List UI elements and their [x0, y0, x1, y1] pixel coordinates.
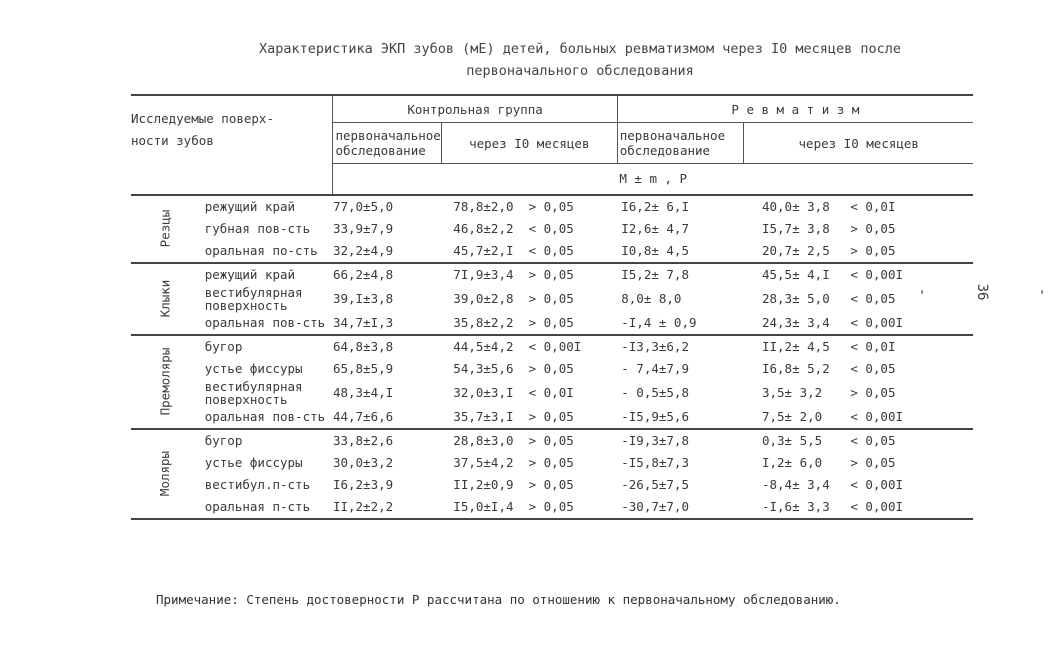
- rheum-initial-value: -I9,3±7,8: [621, 433, 689, 448]
- stats-header: М ± m , Р: [333, 164, 973, 195]
- surface-name: оральная по-сть: [204, 243, 318, 258]
- rheum-initial-value: -I5,8±7,3: [621, 455, 689, 470]
- surface-name: бугор: [204, 339, 243, 354]
- control-initial-value: 39,I±3,8: [332, 291, 394, 306]
- rheum-p-value: < 0,0I: [850, 339, 896, 354]
- control-after-value: 39,0±2,8: [453, 291, 514, 306]
- table-row: [131, 358, 973, 380]
- surface-name: губная пов-сть: [204, 221, 311, 236]
- rheum-p-value: < 0,00I: [850, 499, 904, 514]
- header-row-1: [131, 95, 973, 123]
- control-initial-value: 44,7±6,6: [332, 409, 394, 424]
- tooth-group-label-text: Моляры: [157, 450, 173, 497]
- control-p-value: > 0,05: [528, 433, 574, 448]
- control-initial-value: 65,8±5,9: [332, 361, 394, 376]
- table-row: [131, 335, 973, 358]
- surface-name: оральная пов-сть: [204, 409, 326, 424]
- control-p-value: > 0,05: [528, 267, 574, 282]
- control-after-value: 44,5±4,2: [453, 339, 514, 354]
- rheumatism-header: Р е в м а т и з м: [617, 95, 973, 123]
- control-p-value: > 0,05: [528, 361, 574, 376]
- control-p-value: > 0,05: [528, 291, 574, 306]
- surface-name: режущий край: [204, 267, 296, 282]
- rheum-after-value: II,2± 4,5: [761, 339, 830, 354]
- rheum-p-value: < 0,05: [850, 433, 896, 448]
- rheum-after-value: 28,3± 5,0: [761, 291, 830, 306]
- rheum-after-value: 20,7± 2,5: [761, 243, 830, 258]
- rheum-p-value: < 0,00I: [850, 267, 904, 282]
- control-p-value: < 0,0I: [528, 385, 574, 400]
- control-p-value: > 0,05: [528, 315, 574, 330]
- control-after-header: через I0 месяцев: [441, 123, 617, 164]
- header-row-3: [131, 164, 973, 195]
- rheum-initial-value: I6,2± 6,I: [621, 199, 689, 214]
- rheum-initial-value: - 7,4±7,9: [621, 361, 689, 376]
- table-row: [131, 240, 973, 263]
- rheum-after-value: 45,5± 4,I: [761, 267, 830, 282]
- rheum-initial-value: I0,8± 4,5: [621, 243, 689, 258]
- table-row: [131, 195, 973, 218]
- rheum-after-value: 0,3± 5,5: [761, 433, 823, 448]
- control-initial-header: первоначальное обследование: [333, 123, 441, 164]
- control-after-value: 28,8±3,0: [453, 433, 514, 448]
- control-p-value: > 0,05: [528, 199, 574, 214]
- rheum-initial-value: -I3,3±6,2: [621, 339, 689, 354]
- rheum-p-value: < 0,0I: [850, 199, 896, 214]
- rheum-after-header: через I0 месяцев: [744, 123, 973, 164]
- rheum-initial-value: -I5,9±5,6: [621, 409, 689, 424]
- surfaces-header-text: Исследуемые поверх-ности зубов: [131, 110, 274, 148]
- surface-name: оральная п-сть: [204, 499, 311, 514]
- table-row: [131, 263, 973, 286]
- control-initial-value: 66,2±4,8: [332, 267, 394, 282]
- rheum-p-value: > 0,05: [850, 385, 896, 400]
- control-after-value: 35,7±3,I: [453, 409, 514, 424]
- rheum-after-value: I6,8± 5,2: [761, 361, 830, 376]
- surface-name: режущий край: [204, 199, 296, 214]
- table-row: [131, 218, 973, 240]
- title-line-1: Характеристика ЭКП зубов (мЕ) детей, больных ревматизмом через I0 месяцев после: [258, 41, 902, 57]
- control-initial-value: 64,8±3,8: [332, 339, 394, 354]
- table-row: [131, 406, 973, 429]
- rheum-initial-value: - 0,5±5,8: [621, 385, 689, 400]
- rheum-p-value: > 0,05: [850, 243, 896, 258]
- tooth-group-label: [131, 263, 199, 335]
- control-after-value: II,2±0,9: [453, 477, 514, 492]
- rheum-after-value: -8,4± 3,4: [761, 477, 830, 492]
- tooth-group-label-text: Клыки: [157, 279, 173, 318]
- table-row: [131, 380, 973, 406]
- control-group-header: Контрольная группа: [333, 95, 617, 123]
- rheum-after-value: I,2± 6,0: [761, 455, 823, 470]
- control-initial-value: 33,8±2,6: [332, 433, 394, 448]
- surface-name: бугор: [204, 433, 243, 448]
- rheum-initial-value: I2,6± 4,7: [621, 221, 689, 236]
- surfaces-header: [131, 95, 333, 164]
- rheum-p-value: > 0,05: [850, 221, 896, 236]
- table-title: [150, 38, 1010, 82]
- rheum-initial-value: -26,5±7,5: [621, 477, 689, 492]
- control-initial-value: 33,9±7,9: [332, 221, 394, 236]
- control-p-value: < 0,05: [528, 243, 574, 258]
- tooth-group-label: [131, 335, 199, 429]
- control-after-value: 45,7±2,I: [453, 243, 514, 258]
- control-p-value: > 0,05: [528, 477, 574, 492]
- table-row: [131, 286, 973, 312]
- control-p-value: > 0,05: [528, 455, 574, 470]
- control-initial-value: 32,2±4,9: [332, 243, 394, 258]
- control-after-value: 37,5±4,2: [453, 455, 514, 470]
- rheum-p-value: < 0,05: [850, 291, 896, 306]
- control-after-value: 54,3±5,6: [453, 361, 514, 376]
- control-initial-value: 34,7±I,3: [332, 315, 394, 330]
- table-row: [131, 312, 973, 335]
- rheum-p-value: > 0,05: [850, 455, 896, 470]
- rheum-after-value: 7,5± 2,0: [761, 409, 823, 424]
- rheum-p-value: < 0,00I: [850, 409, 904, 424]
- surface-name: вестибул.п-сть: [204, 477, 311, 492]
- table-note: Примечание: Степень достоверности Р рассчитана по отношению к первоначальному обследованию.: [156, 592, 841, 607]
- surface-name: вестибулярная поверхность: [204, 378, 303, 407]
- control-p-value: > 0,05: [528, 409, 574, 424]
- control-initial-value: II,2±2,2: [332, 499, 394, 514]
- control-p-value: < 0,05: [528, 221, 574, 236]
- rheum-initial-value: 8,0± 8,0: [621, 291, 682, 306]
- rheum-after-value: I5,7± 3,8: [761, 221, 830, 236]
- tooth-group-label-text: Премоляры: [157, 347, 173, 416]
- table-row: [131, 474, 973, 496]
- control-p-value: < 0,00I: [528, 339, 582, 354]
- control-initial-value: I6,2±3,9: [332, 477, 394, 492]
- title-line-2: первоначального обследования: [466, 63, 694, 79]
- surface-name: оральная пов-сть: [204, 315, 326, 330]
- results-table: [131, 94, 973, 520]
- table-row: [131, 429, 973, 452]
- control-initial-value: 30,0±3,2: [332, 455, 394, 470]
- control-p-value: > 0,05: [528, 499, 574, 514]
- control-after-value: 32,0±3,I: [453, 385, 514, 400]
- table-row: [131, 452, 973, 474]
- table-row: [131, 496, 973, 519]
- control-initial-value: 48,3±4,I: [332, 385, 394, 400]
- tooth-group-label-text: Резцы: [157, 209, 173, 248]
- control-after-value: 7I,9±3,4: [453, 267, 514, 282]
- rheum-p-value: < 0,00I: [850, 315, 904, 330]
- rheum-after-value: 3,5± 3,2: [761, 385, 823, 400]
- control-initial-value: 77,0±5,0: [332, 199, 394, 214]
- surface-name: устье фиссуры: [204, 455, 303, 470]
- rheum-p-value: < 0,00I: [850, 477, 904, 492]
- surface-name: вестибулярная поверхность: [204, 284, 303, 313]
- surface-name: устье фиссуры: [204, 361, 303, 376]
- control-after-value: I5,0±I,4: [453, 499, 514, 514]
- table-body: [131, 195, 973, 519]
- control-after-value: 78,8±2,0: [453, 199, 514, 214]
- page-number: - 36 -: [914, 283, 1050, 301]
- rheum-initial-value: -30,7±7,0: [621, 499, 689, 514]
- rheum-after-value: 40,0± 3,8: [761, 199, 830, 214]
- rheum-initial-value: -I,4 ± 0,9: [621, 315, 697, 330]
- control-after-value: 35,8±2,2: [453, 315, 514, 330]
- control-after-value: 46,8±2,2: [453, 221, 514, 236]
- rheum-initial-header: первоначальное обследование: [617, 123, 744, 164]
- rheum-initial-value: I5,2± 7,8: [621, 267, 689, 282]
- tooth-group-label: [131, 429, 199, 519]
- tooth-group-label: [131, 195, 199, 263]
- rheum-p-value: < 0,05: [850, 361, 896, 376]
- rheum-after-value: -I,6± 3,3: [761, 499, 830, 514]
- rheum-after-value: 24,3± 3,4: [761, 315, 830, 330]
